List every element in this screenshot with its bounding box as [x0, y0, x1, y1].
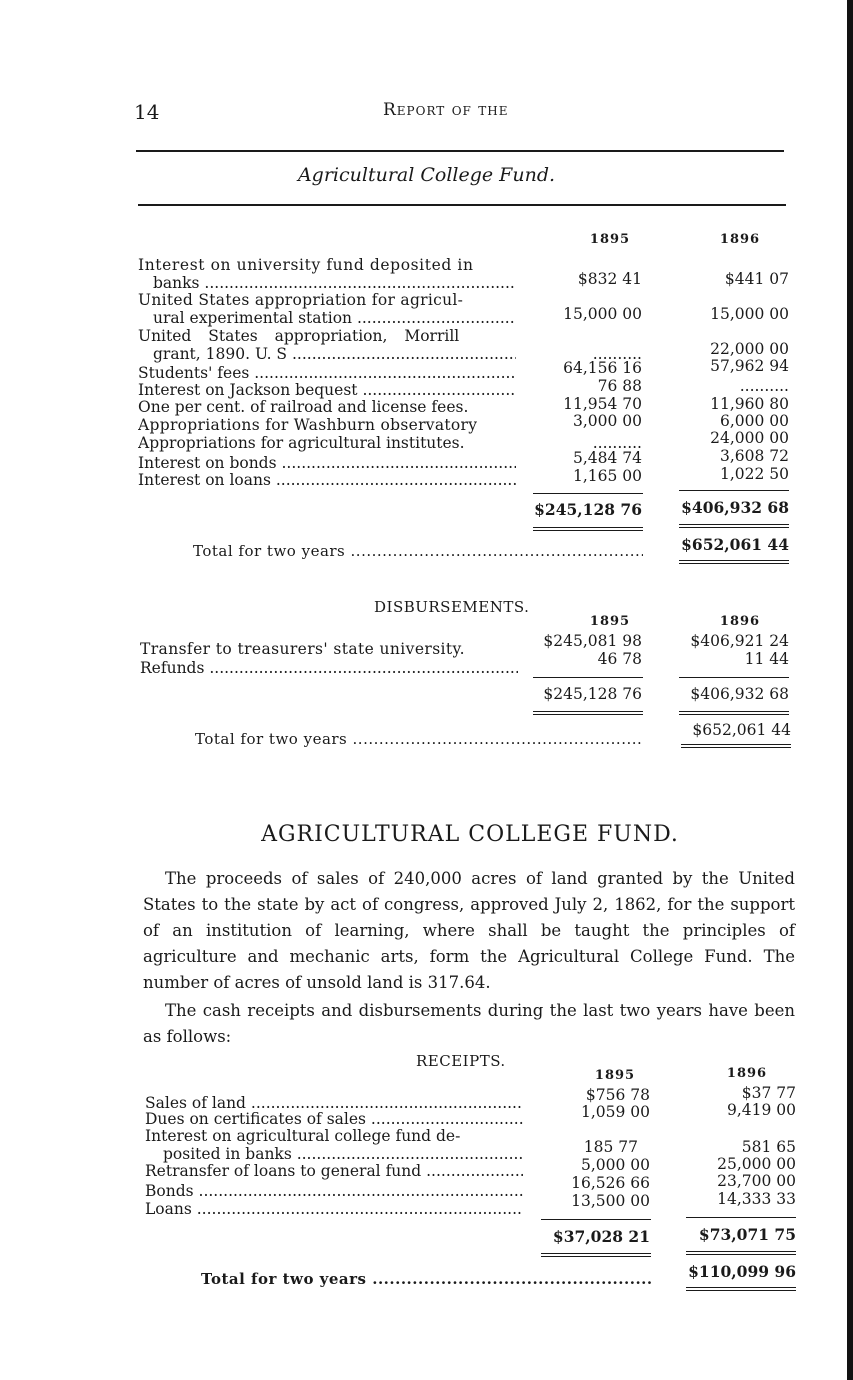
subtotal-1895: $37,028 21 [552, 1227, 650, 1246]
row-label-line: Appropriations for Washburn observatory [138, 416, 478, 434]
row-label-line: posited in banks ..... [163, 1145, 523, 1163]
paragraph: The cash receipts and disbursements during the last two years have been as follows: [143, 1001, 795, 1046]
main-heading: AGRICULTURAL COLLEGE FUND. [261, 822, 679, 847]
cell-1895: 64,156 16 [563, 359, 642, 377]
year-header-1896: 1896 [719, 614, 761, 629]
row-label-line: United States appropriation for agricul- [138, 291, 464, 309]
page-number: 14 [134, 100, 160, 124]
row-label-line: Retransfer of loans to general fund ..... [145, 1162, 523, 1180]
cell-1895: 76 88 [597, 377, 642, 395]
cell-1895: 1,165 00 [572, 467, 642, 485]
cell-1896: 581 65 [741, 1138, 796, 1156]
cell-1895: .......... [592, 434, 642, 452]
two-year-total-label: Total for two years ..... [201, 1270, 651, 1288]
page-edge-shadow [847, 0, 853, 1380]
subtotal-1895: $245,128 76 [534, 500, 642, 519]
running-head: Report of the [383, 100, 509, 120]
body-text [143, 866, 795, 1050]
cell-1895: 46 78 [597, 650, 642, 668]
two-year-total-double-rule [679, 560, 789, 564]
cell-1895: 3,000 00 [572, 412, 642, 430]
cell-1895: 16,526 66 [571, 1174, 650, 1192]
row-label-line: ural experimental station ..... [153, 309, 516, 327]
cell-1896: $37 77 [741, 1084, 796, 1102]
row-label-line: Appropriations for agricultural institutes. [138, 434, 465, 452]
subtotal-rule-1895 [533, 677, 643, 678]
row-label-line: One per cent. of railroad and license fees. [138, 398, 469, 416]
top-rule [136, 150, 784, 152]
two-year-total-label: Total for two years ..... [193, 542, 643, 560]
subtotal-double-rule-1896 [679, 711, 789, 715]
cell-1896: 23,700 00 [717, 1172, 796, 1190]
cell-1896: 11 44 [744, 650, 789, 668]
cell-1895: 15,000 00 [563, 305, 642, 323]
cell-1895: $832 41 [577, 270, 642, 288]
cell-1895: 11,954 70 [563, 395, 642, 413]
year-header-1895: 1895 [589, 614, 631, 629]
cell-1895: $756 78 [585, 1086, 650, 1104]
cell-1895: $245,081 98 [543, 632, 642, 650]
cell-1896: $406,921 24 [690, 632, 789, 650]
cell-1896: 22,000 00 [710, 340, 789, 358]
disbursements-heading: DISBURSEMENTS. [374, 598, 530, 616]
subtotal-rule-1895 [541, 1219, 651, 1220]
row-label-line: Refunds ..... [140, 659, 518, 677]
two-year-total: $110,099 96 [688, 1262, 796, 1281]
subtotal-1895: $245,128 76 [543, 685, 642, 703]
row-label-line: Sales of land ..... [145, 1094, 523, 1112]
year-header-1895: 1895 [594, 1068, 636, 1083]
subtotal-1896: $73,071 75 [698, 1225, 796, 1244]
row-label-line: Students' fees ..... [138, 364, 516, 382]
subtotal-1896: $406,932 68 [690, 685, 789, 703]
cell-1896: 9,419 00 [726, 1101, 796, 1119]
subtotal-rule-1896 [679, 677, 789, 678]
year-header-1896: 1896 [726, 1066, 768, 1081]
section-title: Agricultural College Fund. [297, 164, 556, 186]
subtotal-double-rule-1895 [533, 711, 643, 715]
cell-1895: 185 77 [583, 1138, 638, 1156]
cell-1896: 25,000 00 [717, 1155, 796, 1173]
row-label-line: Bonds ..... [145, 1182, 523, 1200]
year-header-1896: 1896 [719, 232, 761, 247]
title-rule [138, 204, 786, 206]
two-year-total-double-rule [686, 1287, 796, 1291]
receipts-heading: RECEIPTS. [416, 1052, 506, 1070]
row-label-line: Transfer to treasurers' state university. [140, 640, 465, 658]
subtotal-double-rule-1895 [533, 527, 643, 531]
two-year-total-double-rule [681, 744, 791, 748]
cell-1895: .......... [592, 345, 642, 363]
cell-1896: 57,962 94 [710, 357, 789, 375]
subtotal-rule-1895 [533, 493, 643, 494]
subtotal-rule-1896 [686, 1217, 796, 1218]
cell-1895: 13,500 00 [571, 1192, 650, 1210]
subtotal-double-rule-1896 [686, 1251, 796, 1255]
paragraph: The proceeds of sales of 240,000 acres of land granted by the United States to the state by act of congress, approved July 2, 1862, for the support of an institution of learning, where shall be taught the principles of agriculture and mechanic arts, form the Agricultural College Fund. The number of acres of unsold land is 317.64. [143, 869, 795, 992]
row-label-line: Interest on university fund deposited in [138, 256, 474, 274]
cell-1896: 11,960 80 [710, 395, 789, 413]
row-label-line: Interest on loans ..... [138, 471, 516, 489]
row-label-line: Loans ..... [145, 1200, 523, 1218]
row-label-line: banks ..... [153, 274, 516, 292]
subtotal-1896: $406,932 68 [681, 498, 789, 517]
row-label-line: Interest on agricultural college fund de- [145, 1127, 461, 1145]
two-year-total: $652,061 44 [692, 721, 791, 739]
cell-1895: 1,059 00 [580, 1103, 650, 1121]
subtotal-double-rule-1896 [679, 524, 789, 528]
cell-1896: 24,000 00 [710, 429, 789, 447]
cell-1896: $441 07 [724, 270, 789, 288]
cell-1896: 15,000 00 [710, 305, 789, 323]
cell-1895: 5,484 74 [572, 449, 642, 467]
subtotal-rule-1896 [679, 490, 789, 491]
two-year-total-label: Total for two years ..... [195, 730, 643, 748]
cell-1896: 1,022 50 [719, 465, 789, 483]
row-label-line: grant, 1890. U. S ..... [153, 345, 516, 363]
row-label-line: Interest on bonds ..... [138, 454, 516, 472]
subtotal-double-rule-1895 [541, 1253, 651, 1257]
row-label-line: Dues on certificates of sales ..... [145, 1110, 523, 1128]
row-label-line: United States appropriation, Morrill [138, 327, 460, 345]
cell-1896: .......... [739, 377, 789, 395]
two-year-total: $652,061 44 [681, 535, 789, 554]
cell-1896: 14,333 33 [717, 1190, 796, 1208]
cell-1896: 6,000 00 [719, 412, 789, 430]
cell-1896: 3,608 72 [719, 447, 789, 465]
row-label-line: Interest on Jackson bequest ..... [138, 381, 516, 399]
year-header-1895: 1895 [589, 232, 631, 247]
cell-1895: 5,000 00 [580, 1156, 650, 1174]
